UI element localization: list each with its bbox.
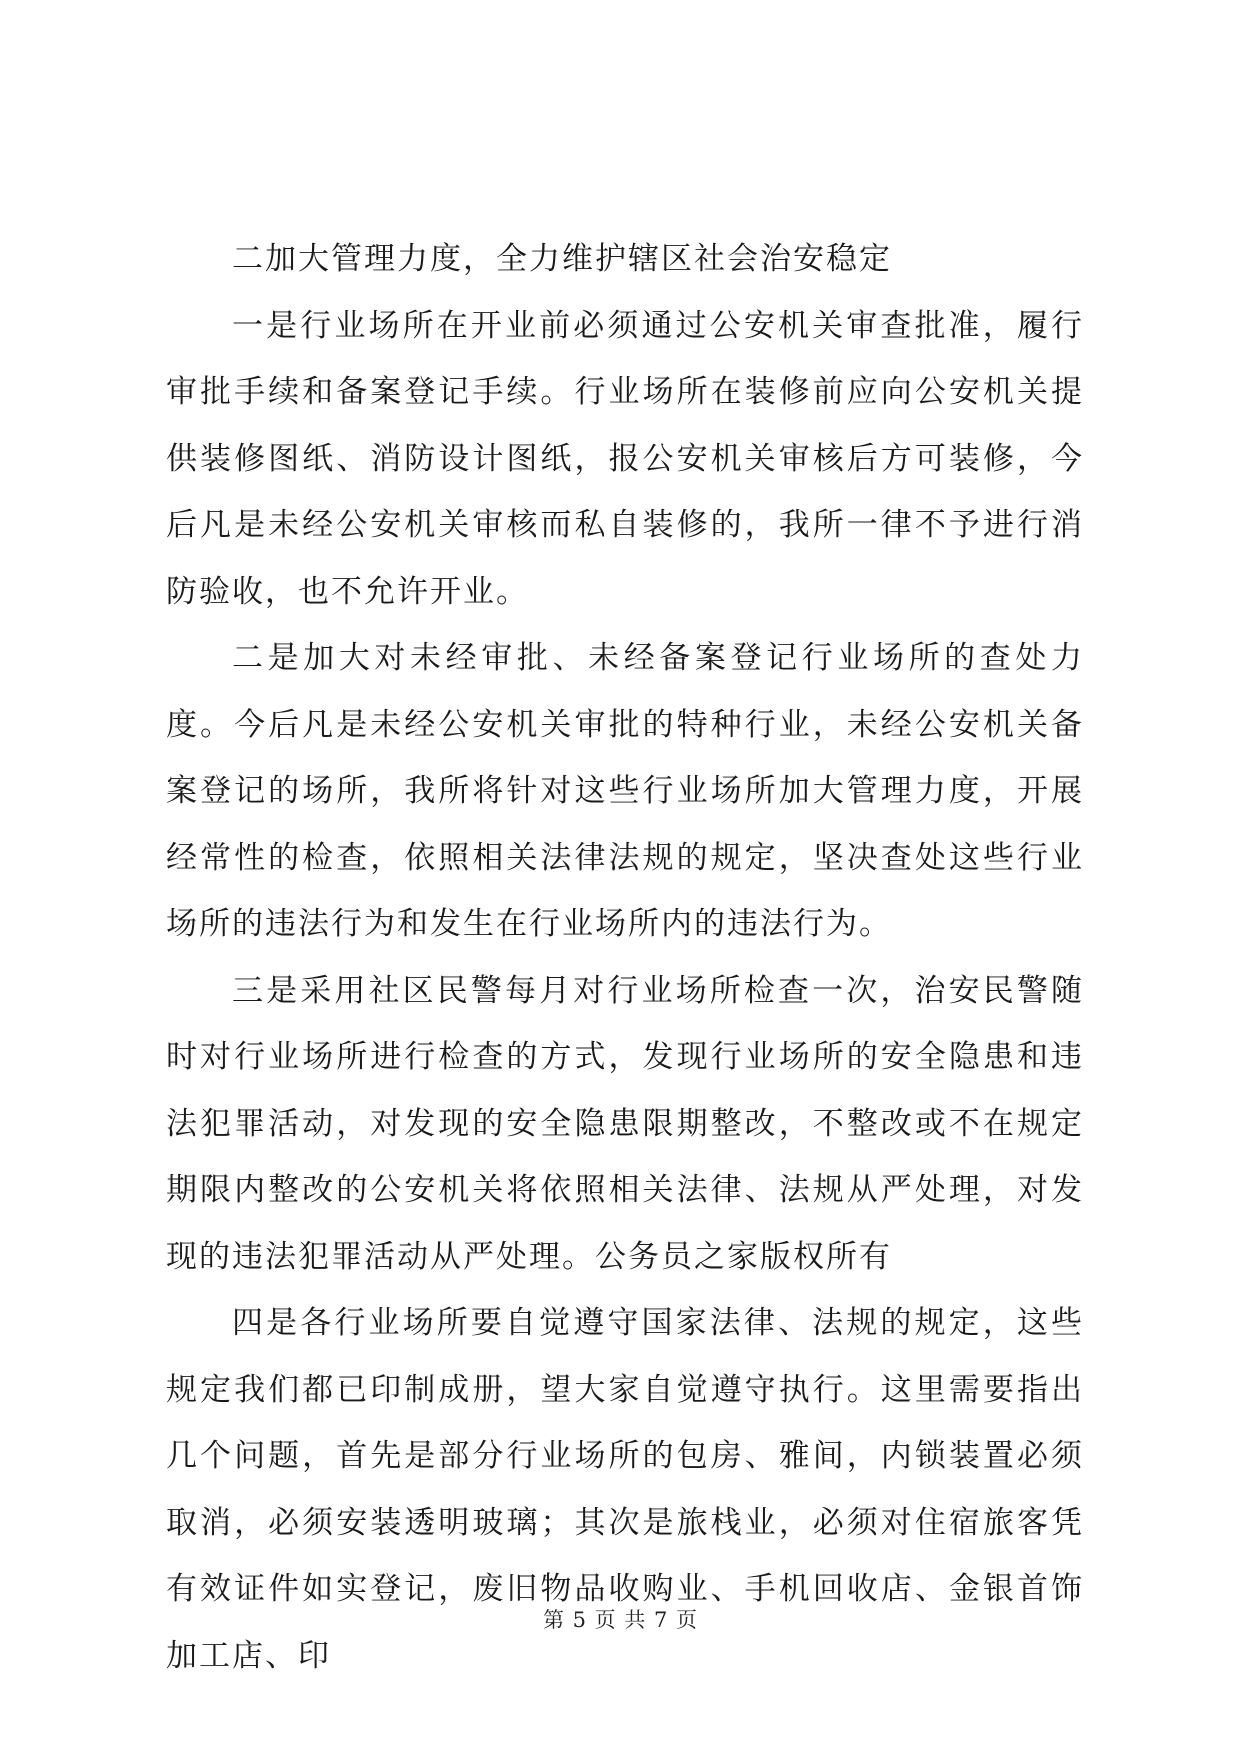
paragraph-3: 三是采用社区民警每月对行业场所检查一次，治安民警随时对行业场所进行检查的方式，发现行业场所的安全隐患和违法犯罪活动，对发现的安全隐患限期整改，不整改或不在规定期限内整改的公安机关将依照相关法律、法规从严处理，对发现的违法犯罪活动从严处理。公务员之家版权所有	[166, 972, 1084, 1275]
paragraph-4: 四是各行业场所要自觉遵守国家法律、法规的规定，这些规定我们都已印制成册，望大家自觉遵守执行。这里需要指出几个问题，首先是部分行业场所的包房、雅间，内锁装置必须取消，必须安装透明玻璃；其次是旅栈业，必须对住宿旅客凭有效证件如实登记，废旧物品收购业、手机回收店、金银首饰加工店、印	[166, 1305, 1084, 1674]
section-heading: 二加大管理力度，全力维护辖区社会治安稳定	[232, 241, 892, 277]
page-number-footer: 第 5 页 共 7 页	[542, 1608, 699, 1632]
paragraph-2: 二是加大对未经审批、未经备案登记行业场所的查处力度。今后凡是未经公安机关审批的特种行业，未经公安机关备案登记的场所，我所将针对这些行业场所加大管理力度，开展经常性的检查，依照相关法律法规的规定，坚决查处这些行业场所的违法行为和发生在行业场所内的违法行为。	[166, 640, 1084, 942]
document-body	[166, 226, 1084, 1689]
paragraph-1: 一是行业场所在开业前必须通过公安机关审查批准，履行审批手续和备案登记手续。行业场所在装修前应向公安机关提供装修图纸、消防设计图纸，报公安机关审核后方可装修，今后凡是未经公安机关审核而私自装修的，我所一律不予进行消防验收，也不允许开业。	[166, 307, 1084, 610]
